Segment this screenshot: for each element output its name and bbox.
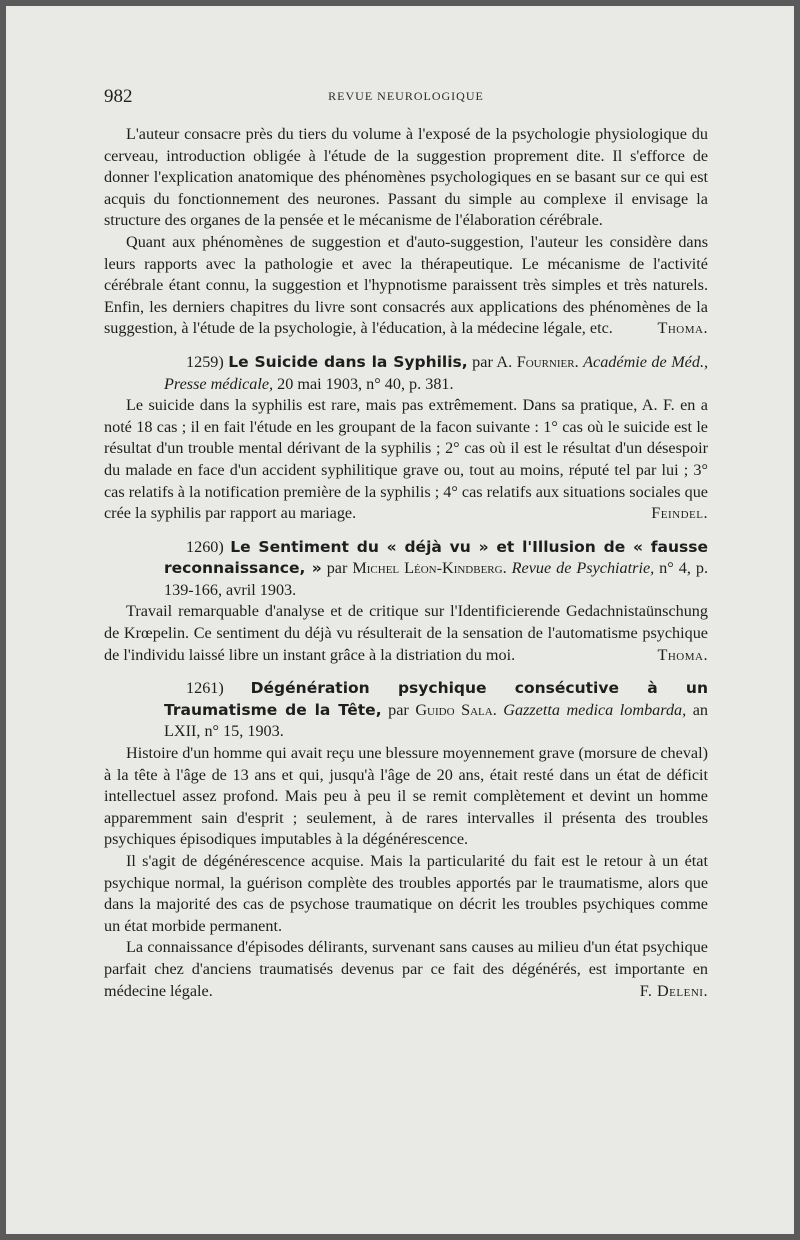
entry-signature: Feindel. [651, 504, 708, 523]
entry-source: Revue de Psychiatrie, [511, 559, 655, 578]
review-entry-1261 [104, 678, 708, 1002]
entry-author: Michel Léon-Kindberg. [352, 559, 507, 578]
entry-author: Guido Sala. [415, 700, 497, 719]
review-entry-1259 [104, 352, 708, 525]
document-page [6, 6, 794, 1234]
intro-paragraph-2-text: Quant aux phénomènes de suggestion et d'auto-suggestion, l'auteur les considère dans leurs rapports avec la pathologie et avec la thérapeutique. Le mécanisme de l'activité cérébrale étant connu, la suggestion et l'hypnotisme paraissent très simples et très naturels. Enfin, les derniers chapitres du livre sont consacrés aux applications des phénomènes de la suggestion, à l'étude de la psychologie, à l'éducation, à la médecine légale, etc. [104, 232, 708, 338]
entry-title: Le Sentiment du « déjà vu » et l'Illusion de « fausse reconnaissance, » [164, 537, 709, 578]
entry-paragraph-text: Le suicide dans la syphilis est rare, mais pas extrêmement. Dans sa pratique, A. F. en a noté 18 cas ; il en fait l'étude en les groupant de la facon suivante : 1° cas où le suicide est le résultat d'un trouble mental dérivant de la syphilis ; 2° cas où il est le résultat d'un désespoir du malade en face d'un accident syphilitique grave ou, tout au moins, réputé tel par lui ; 3° cas relatifs à la notification première de la syphilis ; 4° cas relatifs aux situations sociales que crée la syphilis par rapport au mariage. [104, 396, 708, 523]
entry-paragraph [104, 937, 708, 1002]
entry-number: 1261) [186, 679, 224, 698]
running-title: REVUE NEUROLOGIQUE [328, 89, 484, 103]
entry-by: par [326, 559, 348, 578]
entry-author: Fournier. [516, 352, 579, 371]
entry-paragraph-text: Travail remarquable d'analyse et de critique sur l'Identificierende Gedachnistaünschung de Krœpelin. Ce sentiment du déjà vu résulterait de la sensation de l'automatisme psychique de l'individu laissé libre un instant grâce à la distriation du moi. [104, 602, 708, 664]
entry-by: par [388, 700, 409, 719]
entry-heading [104, 678, 708, 743]
entry-paragraph [104, 601, 708, 666]
entry-paragraph-text: La connaissance d'épisodes délirants, survenant sans causes au milieu d'un état psychique parfait chez d'anciens traumatisés devenus par ce fait des dégénérés, est importante en médecine légale. [104, 938, 708, 1000]
intro-section [104, 124, 708, 340]
entry-paragraph: Il s'agit de dégénérescence acquise. Mais la particularité du fait est le retour à un état psychique normal, la guérison complète des troubles apportés par le traumatisme, alors que dans la majorité des cas de psychose traumatique on décrit les troubles psychiques comme un état morbide permanent. [104, 852, 708, 935]
review-entry-1260 [104, 537, 708, 667]
entry-heading [104, 352, 708, 395]
entry-details: n° 4, p. 139-166, avril 1903. [164, 559, 708, 599]
entry-details: 20 mai 1903, n° 40, p. 381. [277, 374, 454, 393]
entry-source: Gazzetta medica lombarda, [503, 700, 687, 719]
entry-source: Académie de Méd., Presse médicale, [164, 352, 709, 393]
page-header [104, 86, 708, 114]
entry-by: par A. [472, 352, 513, 371]
intro-signature: Thoma. [657, 319, 708, 338]
intro-paragraph-2 [104, 232, 708, 340]
entry-title: Le Suicide dans la Syphilis, [228, 352, 468, 371]
intro-paragraph-1: L'auteur consacre près du tiers du volume à l'exposé de la psychologie physiologique du cerveau, introduction obligée à l'étude de la suggestion proprement dite. Il s'efforce de donner l'explication anatomique des phénomènes psychologiques en se basant sur ce qui est acquis du fonctionnement des neurones. Passant du simple au complexe il envisage la structure des organes de la pensée et le mécanisme de l'élaboration cérébrale. [104, 125, 708, 230]
entry-number: 1259) [186, 352, 224, 371]
entry-signature: Thoma. [657, 645, 708, 664]
page-number: 982 [104, 86, 133, 107]
entry-title: Dégénération psychique consécutive à un Traumatisme de la Tête, [164, 679, 709, 719]
entry-paragraph: Histoire d'un homme qui avait reçu une blessure moyennement grave (morsure de cheval) à la tête à l'âge de 13 ans et qui, jusqu'à l'âge de 20 ans, était resté dans un état de déficit intellectuel assez profond. Mais peu à peu il se remit complètement et devint un homme apparemment sain d'esprit ; seulement, à de rares intervalles il présenta des troubles psychiques épisodiques imputables à la dégénérescence. [104, 744, 708, 849]
entry-details: an LXII, n° 15, 1903. [164, 700, 709, 741]
entry-signature: F. Deleni. [639, 981, 708, 1000]
entry-number: 1260) [186, 537, 224, 556]
entry-heading [104, 537, 708, 602]
entry-paragraph [104, 395, 708, 525]
page-body [104, 124, 708, 1002]
